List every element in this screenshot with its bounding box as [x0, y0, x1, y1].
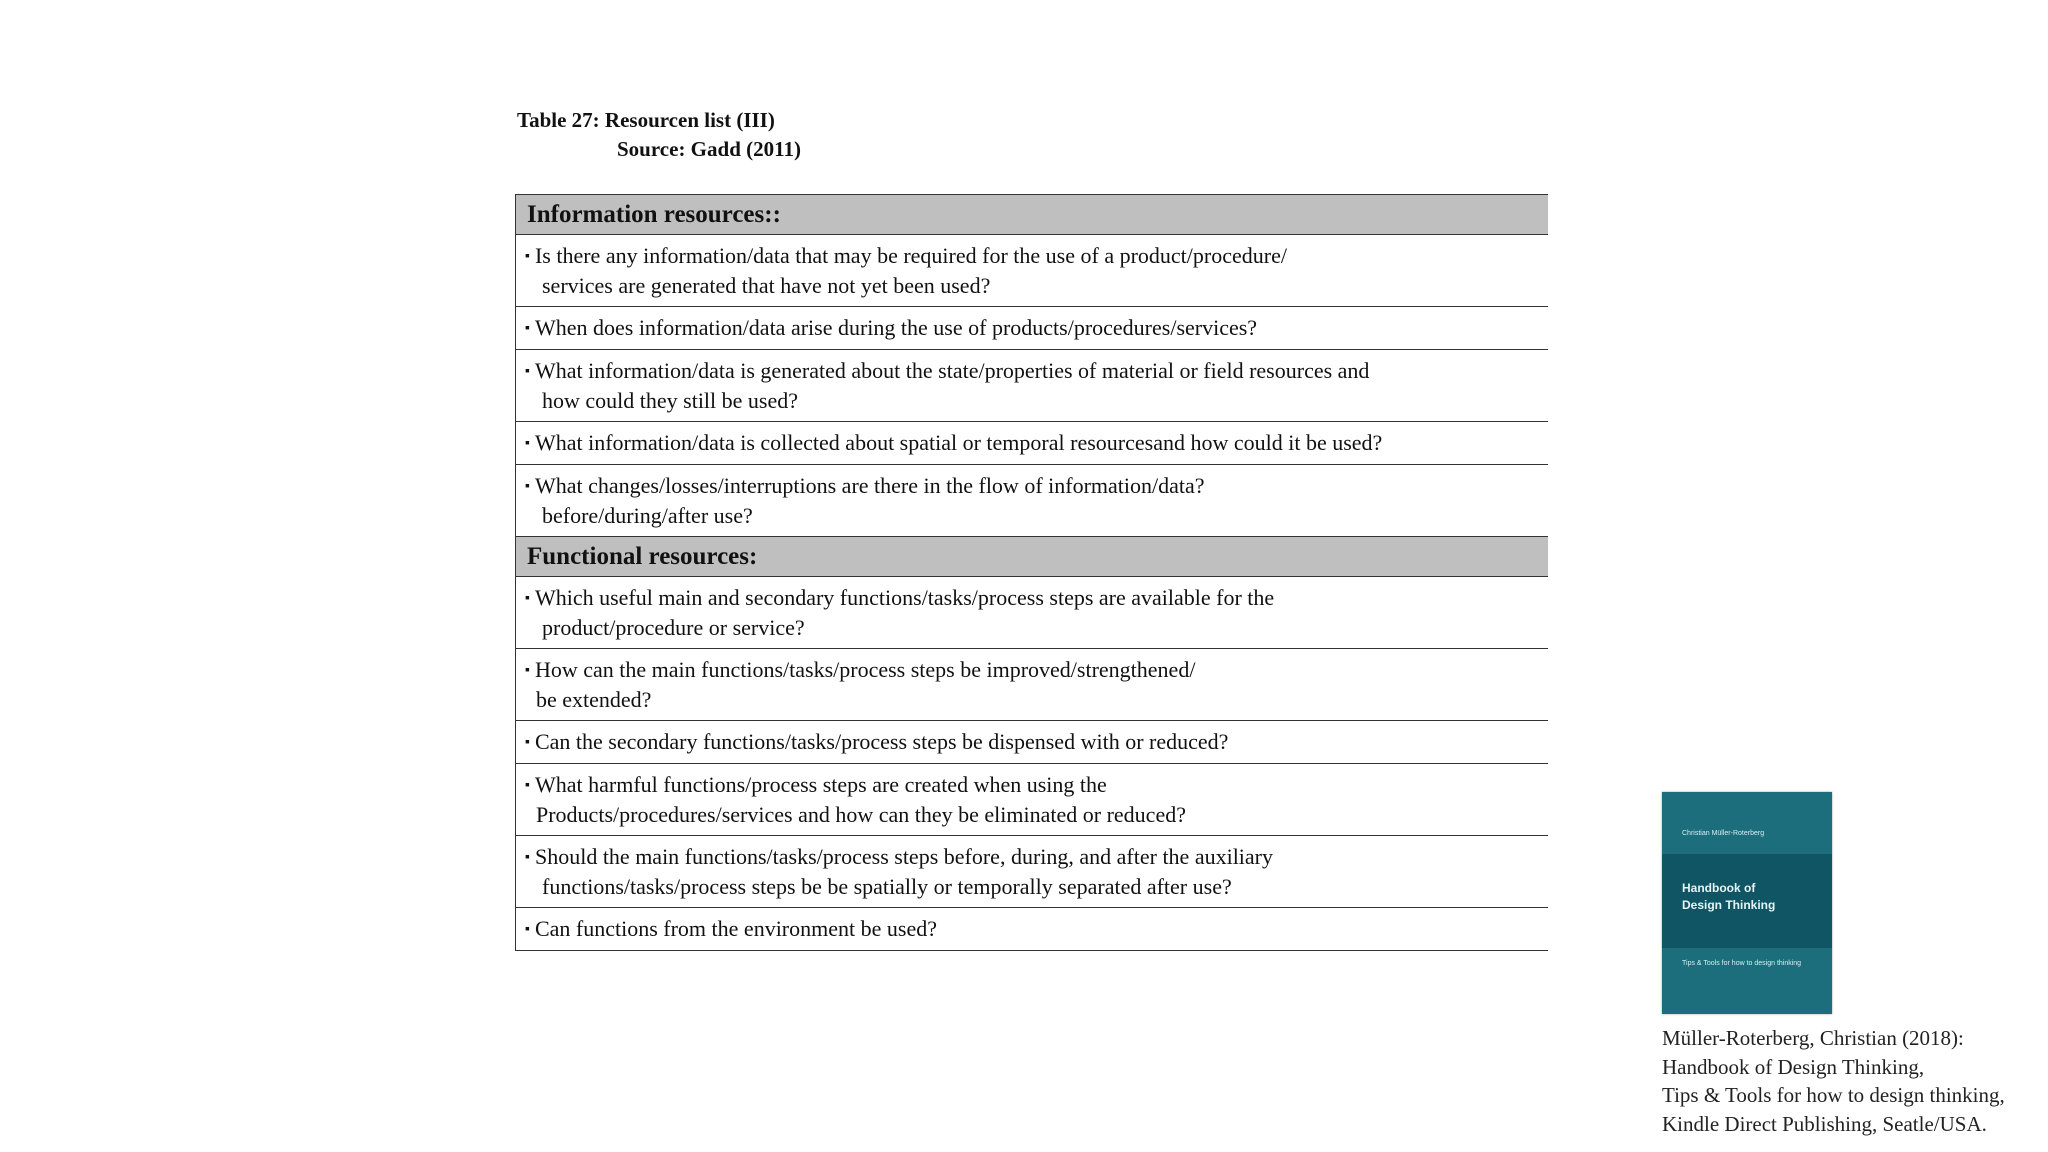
resource-table [515, 194, 1548, 951]
row-text-line1: Can functions from the environment be used? [534, 916, 937, 941]
table-title: Table 27: Resourcen list (III) [517, 108, 775, 132]
reference-line: Kindle Direct Publishing, Seatle/USA. [1662, 1111, 1987, 1136]
row-text-line2: product/procedure or service? [542, 615, 805, 640]
table-row [516, 307, 1548, 350]
row-text-line1: Should the main functions/tasks/process steps before, during, and after the auxiliary [534, 844, 1274, 869]
row-text-line1: When does information/data arise during the use of products/procedures/services? [534, 315, 1258, 340]
table-row [516, 422, 1548, 465]
book-cover-image [1662, 792, 1832, 1014]
table-row [516, 908, 1548, 950]
table-row [516, 350, 1548, 422]
table-caption [517, 106, 801, 164]
book-subtitle: Tips & Tools for how to design thinking [1682, 960, 1802, 967]
bullet-icon: ▪ [525, 778, 530, 793]
bullet-icon: ▪ [525, 479, 530, 494]
table-row [516, 836, 1548, 908]
row-text-line1: What harmful functions/process steps are created when using the [534, 772, 1107, 797]
bullet-icon: ▪ [525, 735, 530, 750]
row-text-line1: Is there any information/data that may be required for the use of a product/procedure/ [534, 243, 1287, 268]
bullet-icon: ▪ [525, 249, 530, 264]
row-text-line1: How can the main functions/tasks/process steps be improved/strengthened/ [534, 657, 1196, 682]
row-text-line1: What changes/losses/interruptions are there in the flow of information/data? [534, 473, 1205, 498]
bullet-icon: ▪ [525, 364, 530, 379]
row-text-line2: before/during/after use? [542, 503, 753, 528]
row-text-line2: services are generated that have not yet been used? [542, 273, 991, 298]
row-text-line1: Which useful main and secondary functions/tasks/process steps are available for the [534, 585, 1275, 610]
table-row [516, 235, 1548, 307]
table-row [516, 649, 1548, 721]
row-text-line2: how could they still be used? [542, 388, 799, 413]
bullet-icon: ▪ [525, 591, 530, 606]
book-title-band [1662, 854, 1832, 948]
bullet-icon: ▪ [525, 850, 530, 865]
table-row [516, 577, 1548, 649]
book-title-line1: Handbook of [1682, 881, 1756, 895]
row-text-line1: Can the secondary functions/tasks/process steps be dispensed with or reduced? [534, 729, 1229, 754]
reference-line: Handbook of Design Thinking, [1662, 1054, 1925, 1079]
section-header-functional: Functional resources: [516, 537, 1548, 577]
table-row [516, 465, 1548, 537]
bullet-icon: ▪ [525, 922, 530, 937]
section-header-information: Information resources:: [516, 195, 1548, 235]
row-text-line1: What information/data is generated about the state/properties of material or field resources and [534, 358, 1370, 383]
bullet-icon: ▪ [525, 321, 530, 336]
table-row [516, 721, 1548, 764]
table-row [516, 764, 1548, 836]
reference-line: Tips & Tools for how to design thinking, [1662, 1083, 2005, 1107]
book-title-line2: Design Thinking [1682, 898, 1776, 912]
row-text-line2: Products/procedures/services and how can they be eliminated or reduced? [536, 802, 1186, 827]
row-text-line2: functions/tasks/process steps be be spatially or temporally separated after use? [542, 874, 1232, 899]
bullet-icon: ▪ [525, 663, 530, 678]
table-source: Source: Gadd (2011) [617, 137, 801, 161]
book-reference [1662, 1024, 2005, 1138]
row-text-line1: What information/data is collected about spatial or temporal resourcesand how could it be used? [534, 430, 1383, 455]
row-text-line2: be extended? [536, 687, 652, 712]
bullet-icon: ▪ [525, 436, 530, 451]
book-author: Christian Müller-Roterberg [1682, 830, 1765, 837]
reference-line: Müller-Roterberg, Christian (2018): [1662, 1026, 1964, 1050]
book-title [1682, 880, 1775, 914]
